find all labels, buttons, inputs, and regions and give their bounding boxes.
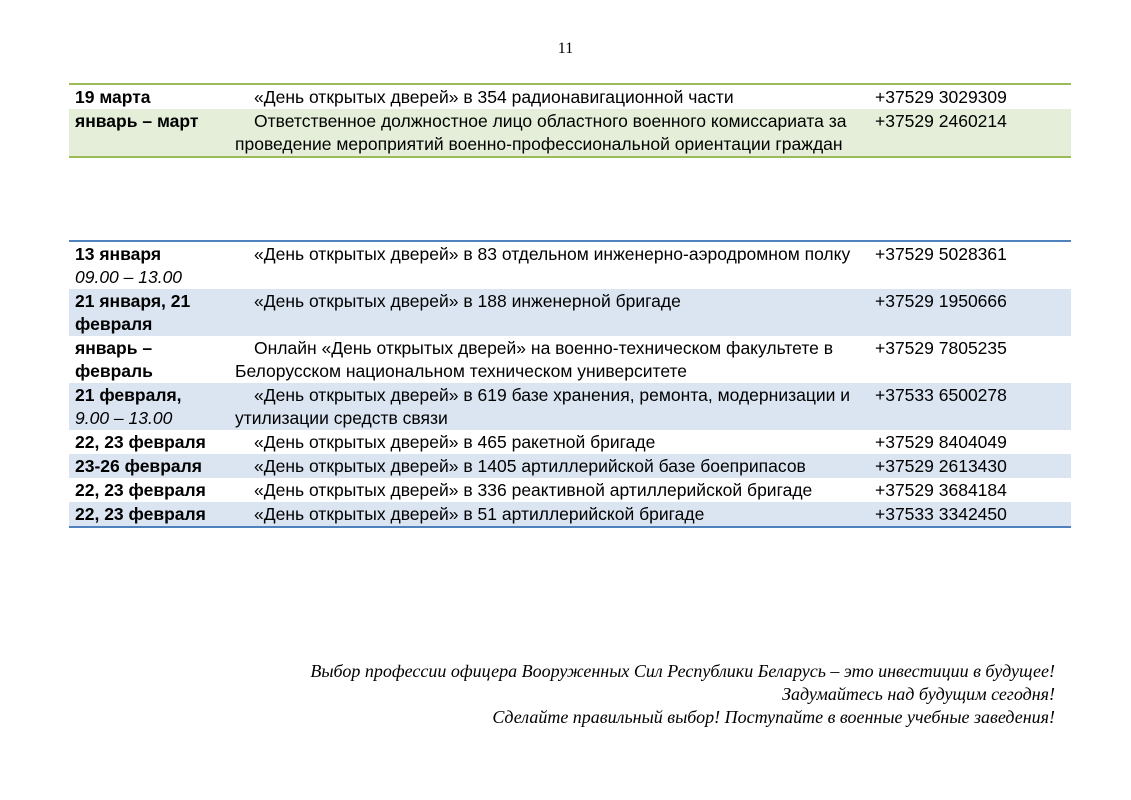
event-date: 13 января [75,244,162,264]
event-description: «День открытых дверей» в 465 ракетной бригаде [254,432,656,452]
event-description: «День открытых дверей» в 83 отдельном инженерно-аэродромном полку [254,244,851,264]
event-phone: +37533 6500278 [869,383,1071,430]
table-row [69,241,1071,289]
event-date: 22, 23 февраля [75,480,206,500]
event-phone: +37529 3029309 [875,87,1007,107]
table-body [69,241,1071,527]
event-date-cell [69,289,229,336]
event-date: январь – март [75,111,199,131]
event-description: «День открытых дверей» в 188 инженерной бригаде [229,289,869,336]
event-date-cell [69,109,229,157]
table-row [69,454,1071,478]
event-description: «День открытых дверей» в 336 реактивной артиллерийской бригаде [254,480,813,500]
event-phone: +37533 3342450 [869,502,1071,527]
event-date-cell [69,336,229,383]
event-date: 21 января, 21 февраля [75,291,191,334]
event-date-cell [69,430,229,454]
event-description: «День открытых дверей» в 619 базе хранения, ремонта, модернизации и утилизации средств связи [229,383,869,430]
footer-line: Выбор профессии офицера Вооруженных Сил Республики Беларусь – это инвестиции в будущее! [310,661,1055,681]
page-number: 11 [557,40,574,57]
events-table-green [69,83,1071,158]
footer-line: Сделайте правильный выбор! Поступайте в военные учебные заведения! [492,707,1055,727]
event-phone: +37529 5028361 [875,244,1007,264]
table-row [69,478,1071,502]
table-row [69,383,1071,430]
event-time: 09.00 – 13.00 [75,267,183,287]
event-date: январь – февраль [75,338,153,381]
event-date-cell [69,502,229,527]
event-date: 23-26 февраля [75,456,202,476]
event-date-cell [69,241,229,289]
event-description: «День открытых дверей» в 354 радионавигационной части [254,87,734,107]
table-row [69,502,1071,527]
event-date: 19 марта [75,87,151,107]
events-table-blue [69,240,1071,528]
event-phone: +37529 8404049 [875,432,1007,452]
table-row [69,84,1071,109]
event-description: «День открытых дверей» в 1405 артиллерийской базе боеприпасов [229,454,869,478]
footer-line: Задумайтесь над будущим сегодня! [782,684,1055,704]
event-date-cell [69,84,229,109]
footer-note [155,660,1055,729]
table-row [69,336,1071,383]
event-date: 21 февраля, [75,385,182,405]
event-phone: +37529 7805235 [875,338,1007,358]
event-date: 22, 23 февраля [75,504,206,524]
event-phone: +37529 2613430 [869,454,1071,478]
event-description: Онлайн «День открытых дверей» на военно-техническом факультете в Белорусском национальном техническом университете [235,338,834,381]
table-row [69,109,1071,157]
event-date-cell [69,454,229,478]
event-description: «День открытых дверей» в 51 артиллерийской бригаде [229,502,869,527]
event-phone: +37529 2460214 [869,109,1071,157]
event-date-cell [69,478,229,502]
event-date-cell [69,383,229,430]
event-time: 9.00 – 13.00 [75,408,173,428]
event-description: Ответственное должностное лицо областного военного комиссариата за проведение мероприятий военно-профессиональной ориентации граждан [229,109,869,157]
table-body [69,84,1071,157]
event-phone: +37529 3684184 [875,480,1007,500]
table-row [69,430,1071,454]
table-row [69,289,1071,336]
event-date: 22, 23 февраля [75,432,206,452]
event-phone: +37529 1950666 [869,289,1071,336]
